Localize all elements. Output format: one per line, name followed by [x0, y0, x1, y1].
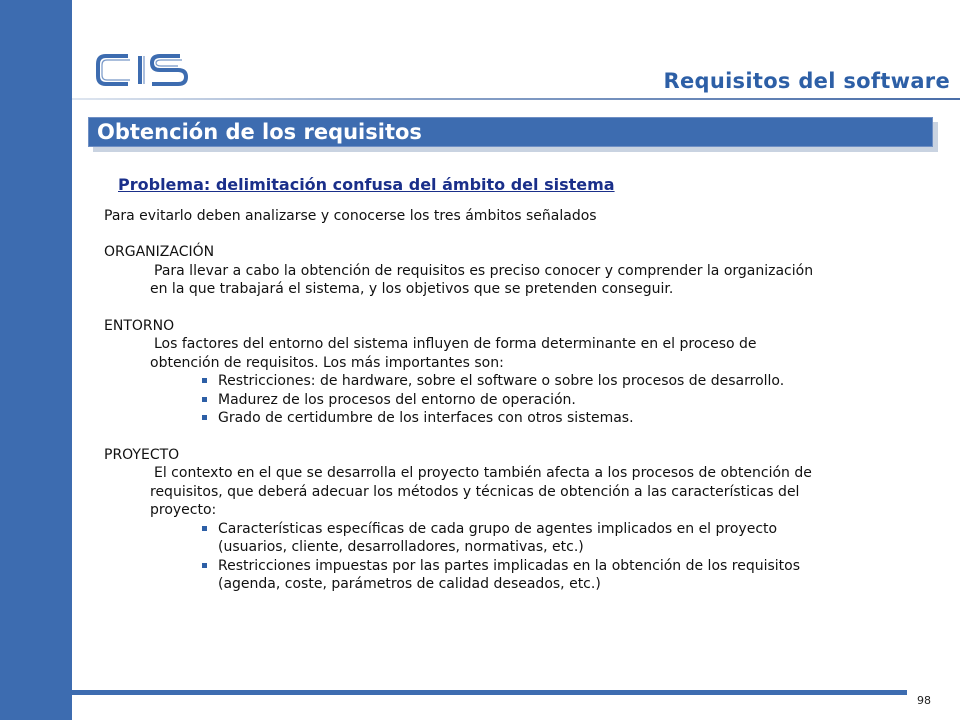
entorno-block	[104, 317, 914, 428]
slide-content	[104, 176, 914, 612]
bullet-text: Grado de certidumbre de los interfaces con otros sistemas.	[218, 410, 634, 426]
bullet-text-line-2: (usuarios, cliente, desarrolladores, normativas, etc.)	[218, 539, 584, 555]
organizacion-block	[104, 243, 914, 299]
list-item	[202, 520, 914, 557]
entorno-heading: ENTORNO	[104, 317, 175, 334]
cis-logo	[94, 52, 224, 88]
proyecto-line-2: requisitos, que deberá adecuar los métodos y técnicas de obtención a las características del	[150, 483, 800, 500]
intro-text: Para evitarlo deben analizarse y conocerse los tres ámbitos señalados	[104, 207, 597, 224]
bullet-square-icon	[202, 378, 207, 383]
organizacion-body	[104, 262, 914, 299]
header-divider	[72, 98, 960, 100]
footer-rule	[72, 690, 907, 695]
list-item	[202, 372, 914, 391]
proyecto-bullet-list	[104, 520, 914, 594]
bullet-text: Madurez de los procesos del entorno de operación.	[218, 391, 576, 408]
proyecto-heading: PROYECTO	[104, 446, 180, 463]
proyecto-body	[104, 464, 914, 520]
list-item	[202, 557, 914, 594]
page-number: 98	[917, 694, 931, 707]
bullet-square-icon	[202, 526, 207, 531]
section-title: Obtención de los requisitos	[97, 120, 422, 144]
entorno-bullet-list	[104, 372, 914, 428]
slide-header-title: Requisitos del software	[663, 69, 950, 93]
section-title-bar	[88, 117, 933, 147]
list-item	[202, 409, 914, 428]
bullet-square-icon	[202, 397, 207, 402]
organizacion-line-1: Para llevar a cabo la obtención de requisitos es preciso conocer y comprender la organización	[154, 262, 814, 279]
bullet-text-line-1: Características específicas de cada grupo de agentes implicados en el proyecto	[218, 520, 778, 537]
problem-heading: Problema: delimitación confusa del ámbito del sistema	[118, 175, 615, 194]
bullet-text-line-2: (agenda, coste, parámetros de calidad deseados, etc.)	[218, 576, 601, 592]
bullet-text-line-1: Restricciones impuestas por las partes implicadas en la obtención de los requisitos	[218, 557, 800, 574]
entorno-line-2: obtención de requisitos. Los más importantes son:	[150, 354, 504, 371]
organizacion-line-2: en la que trabajará el sistema, y los objetivos que se pretenden conseguir.	[150, 281, 674, 297]
bullet-square-icon	[202, 415, 207, 420]
proyecto-block	[104, 446, 914, 594]
proyecto-line-3: proyecto:	[150, 502, 217, 518]
left-accent-bar	[0, 0, 72, 720]
entorno-line-1: Los factores del entorno del sistema influyen de forma determinante en el proceso de	[154, 336, 757, 352]
organizacion-heading: ORGANIZACIÓN	[104, 244, 215, 260]
entorno-body	[104, 335, 914, 372]
bullet-square-icon	[202, 563, 207, 568]
proyecto-line-1: El contexto en el que se desarrolla el proyecto también afecta a los procesos de obtención de	[154, 465, 812, 481]
bullet-text: Restricciones: de hardware, sobre el software o sobre los procesos de desarrollo.	[218, 373, 785, 389]
list-item	[202, 391, 914, 410]
